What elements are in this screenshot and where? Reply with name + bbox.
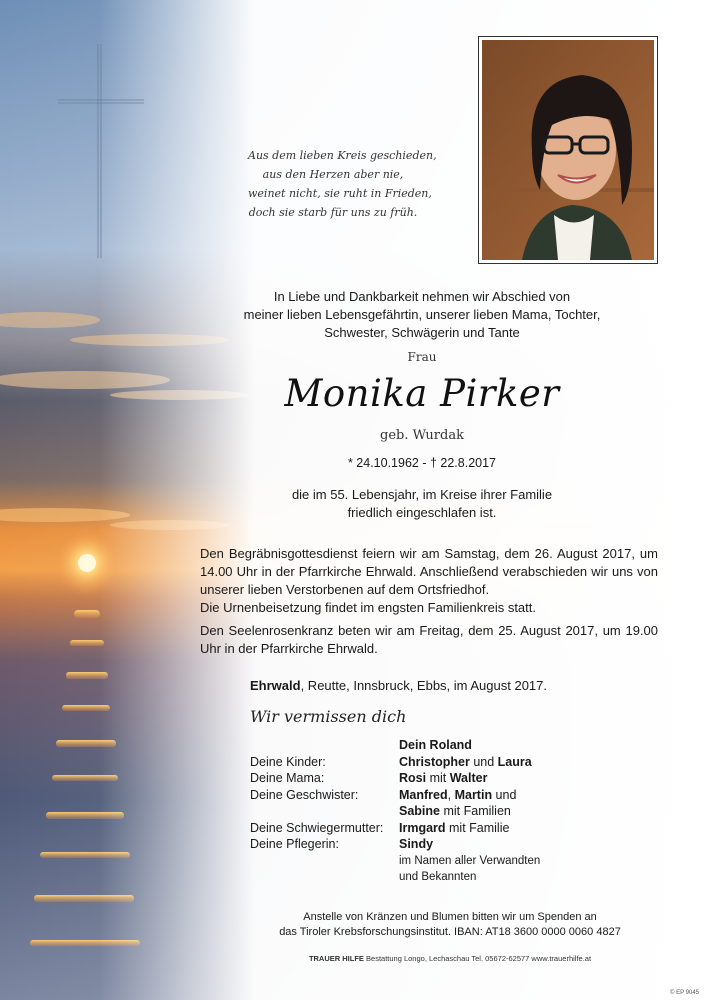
place-bold: Ehrwald [250,678,301,693]
intro-text [232,288,612,342]
family-value [399,820,509,837]
mother-in-law-name: Irmgard [399,820,446,835]
place-and-date [250,678,547,693]
mother-name: Rosi [399,771,427,785]
connector: mit Familien [440,804,511,818]
family-value [399,737,472,754]
family-value [399,803,511,820]
connector: mit [426,771,450,785]
mother-partner-name: Walter [449,771,488,785]
connector: und [469,754,498,769]
maiden-name: geb. Wurdak [380,428,464,443]
sibling-name: Sabine [399,804,440,818]
family-label: Deine Pflegerin: [250,837,339,851]
portrait-photo [482,40,654,260]
family-value [399,836,433,853]
verse-line: weinet nicht, sie ruht in Frieden, [248,187,432,200]
deceased-name: Monika Pirker [284,372,560,415]
family-value [399,770,487,787]
undertaker-details: Bestattung Longo, Lechaschau Tel. 05672-62577 www.trauerhilfe.at [363,954,592,963]
portrait-photo-frame [478,36,658,264]
undertaker-brand: TRAUER HILFE [308,954,364,963]
family-value [399,754,532,771]
family-label: Deine Mama: [250,771,325,785]
connector: mit Familie [445,820,510,835]
family-label: Deine Kinder: [250,754,326,769]
place-rest: , Reutte, Innsbruck, Ebbs, im August 2017. [300,678,547,693]
verse-line: Aus dem lieben Kreis geschieden, [248,149,437,162]
funeral-paragraph: Den Begräbnisgottesdienst feiern wir am Samstag, dem 26. August 2017, um 14.00 Uhr in der Pfarrkirche Ehrwald. Anschließend verabschieden wir uns von unserer lieben Verstorbenen auf dem Ortsfriedhof. [200,546,658,597]
passing-text [232,486,612,522]
salutation: Frau [407,350,437,364]
donation-line: das Tiroler Krebsforschungsinstitut. IBAN: AT18 3600 0000 0060 4827 [279,926,621,938]
intro-line: In Liebe und Dankbarkeit nehmen wir Abschied von [273,289,571,304]
child-name: Laura [497,754,532,769]
sibling-name: Martin [454,787,493,802]
family-value [399,787,516,804]
sibling-name: Manfred [399,787,448,802]
print-code: © EP 9045 [670,990,699,996]
life-dates: * 24.10.1962 - † 22.8.2017 [347,456,497,470]
donation-note [250,910,650,940]
memorial-verse [248,146,437,222]
verse-line: aus den Herzen aber nie, [262,168,404,181]
rosary-paragraph: Den Seelenrosenkranz beten wir am Freitag, dem 25. August 2017, um 19.00 Uhr in der Pfarrkirche Ehrwald. [200,623,658,656]
connector: , [447,787,455,802]
undertaker-footer [250,954,650,963]
we-miss-you-heading: Wir vermissen dich [250,707,407,726]
urn-paragraph: Die Urnenbeisetzung findet im engsten Familienkreis statt. [200,600,536,615]
cross-icon [56,40,146,260]
verse-line: doch sie starb für uns zu früh. [248,206,418,219]
passing-line: die im 55. Lebensjahr, im Kreise ihrer Familie [291,487,553,502]
relatives-line: im Namen aller Verwandten [399,854,541,867]
donation-line: Anstelle von Kränzen und Blumen bitten wir um Spenden an [303,911,597,923]
carer-name: Sindy [399,837,434,851]
intro-line: meiner lieben Lebensgefährtin, unserer lieben Mama, Tochter, [243,307,601,322]
intro-line: Schwester, Schwägerin und Tante [324,325,520,340]
child-name: Christopher [399,754,470,769]
passing-line: friedlich eingeschlafen ist. [347,505,497,520]
family-label: Deine Geschwister: [250,787,359,802]
partner-name: Dein Roland [399,738,472,752]
connector: und [492,787,517,802]
family-label: Deine Schwiegermutter: [250,820,384,835]
relatives-line: und Bekannten [399,871,477,883]
